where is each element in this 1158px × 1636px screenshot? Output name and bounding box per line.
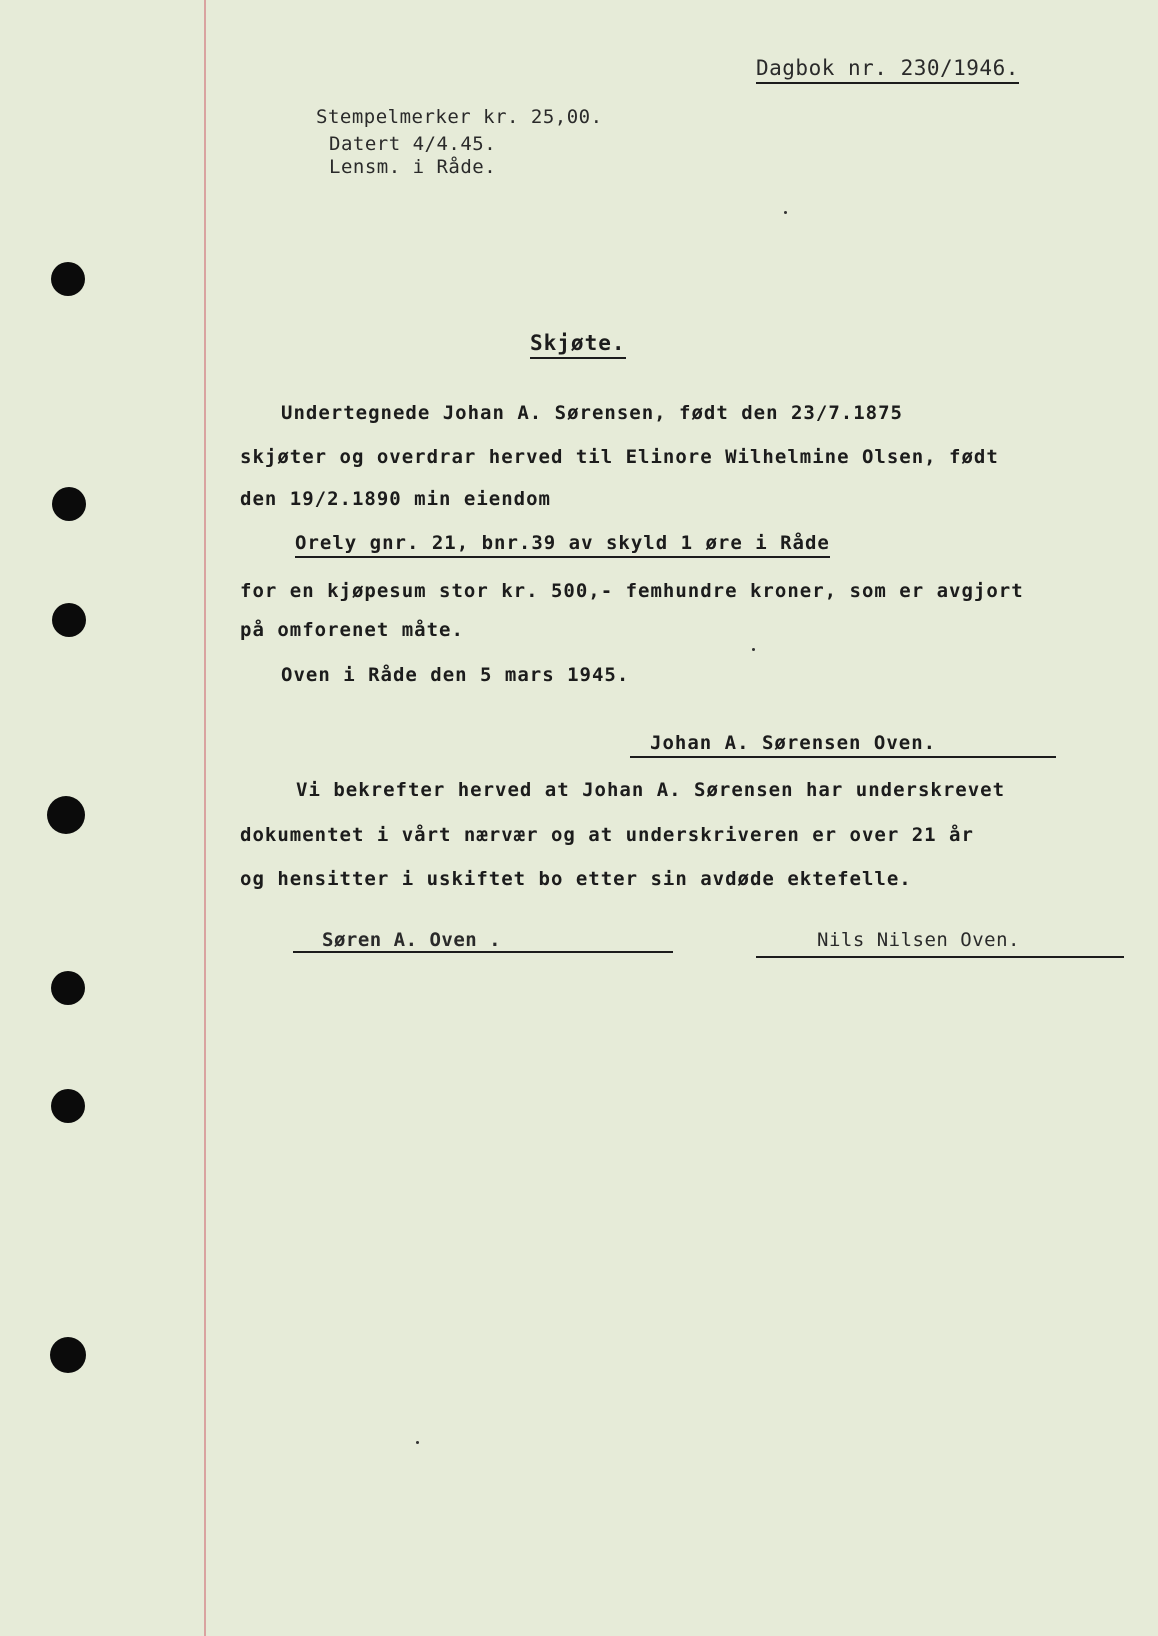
deed-line: for en kjøpesum stor kr. 500,- femhundre kroner, som er avgjort [240, 580, 1024, 602]
punch-hole [47, 796, 85, 834]
signature-line [293, 951, 673, 953]
deed-place-date: Oven i Råde den 5 mars 1945. [281, 664, 630, 686]
witness-signature-right: Nils Nilsen Oven. [817, 929, 1020, 951]
punch-hole [51, 971, 85, 1005]
signature-line [630, 756, 1056, 758]
paper-speck [784, 211, 787, 214]
stamp-office: Lensm. i Råde. [329, 156, 497, 178]
deed-line: den 19/2.1890 min eiendom [240, 488, 551, 510]
deed-line: Undertegnede Johan A. Sørensen, født den 23/7.1875 [281, 402, 903, 424]
property-description: Orely gnr. 21, bnr.39 av skyld 1 øre i Råde [295, 534, 830, 558]
paper-speck [752, 648, 755, 651]
punch-hole [51, 1089, 85, 1123]
paper-speck [416, 1441, 419, 1444]
stamp-date: Datert 4/4.45. [329, 133, 497, 155]
punch-hole [50, 1337, 86, 1373]
seller-signature: Johan A. Sørensen Oven. [650, 732, 937, 754]
witness-line: dokumentet i vårt nærvær og at underskriveren er over 21 år [240, 824, 974, 846]
signature-line [756, 956, 1124, 958]
punch-hole [51, 262, 85, 296]
witness-signature-left: Søren A. Oven . [322, 929, 502, 951]
journal-number: Dagbok nr. 230/1946. [756, 58, 1019, 84]
deed-line: på omforenet måte. [240, 619, 464, 641]
witness-line: og hensitter i uskiftet bo etter sin avdøde ektefelle. [240, 868, 912, 890]
deed-line: skjøter og overdrar herved til Elinore Wilhelmine Olsen, født [240, 446, 999, 468]
stamp-fee: Stempelmerker kr. 25,00. [316, 106, 603, 128]
document-title: Skjøte. [530, 333, 626, 359]
punch-hole [52, 487, 86, 521]
punch-hole [52, 603, 86, 637]
witness-line: Vi bekrefter herved at Johan A. Sørensen har underskrevet [296, 779, 1006, 801]
margin-rule [204, 0, 206, 1636]
